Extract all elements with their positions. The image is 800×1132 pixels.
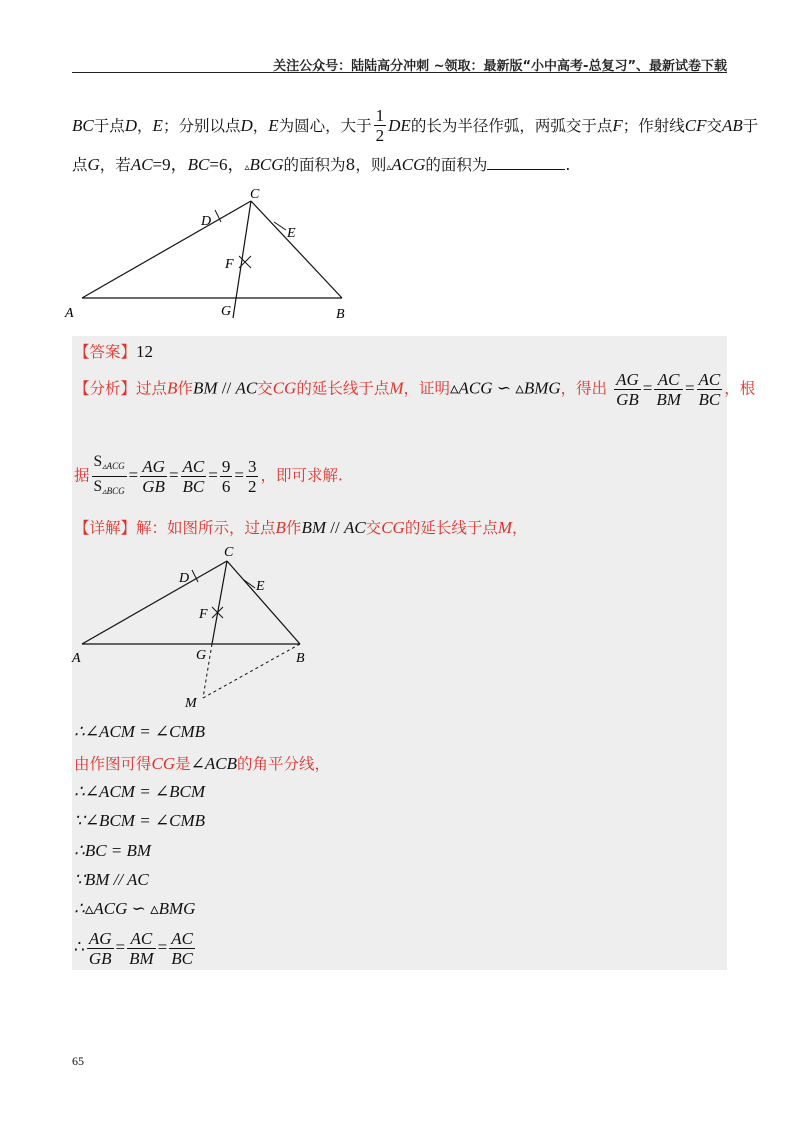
a-text: ▵ACG — [450, 378, 493, 398]
step-text: 的角平分线， — [237, 755, 331, 773]
a-text: = — [168, 465, 179, 485]
q-text: F — [612, 116, 623, 135]
a-text: 的延长线于点 — [296, 379, 390, 398]
a-text: = — [684, 378, 695, 398]
a-text: CG — [272, 378, 297, 398]
fraction-ac-bm: $\frac{AC}{BM}$ — [129, 929, 154, 968]
label-C: C — [250, 187, 260, 202]
d-text: // — [325, 518, 344, 537]
analysis-line-2 — [74, 452, 343, 501]
a-text: 交 — [257, 379, 273, 398]
answer-blank — [487, 155, 565, 170]
step-text: ∴▵ACG ∽ ▵BMG — [74, 899, 196, 918]
a-text: ∽ — [492, 378, 516, 398]
answer-tag: 【答案】 — [74, 343, 137, 361]
header-rule — [72, 72, 727, 73]
d-text: ， — [512, 519, 528, 537]
step-text: ∠ACB — [190, 754, 238, 773]
d-text: 解：如图所示，过点 — [136, 519, 276, 537]
label-A: A — [65, 306, 74, 321]
q-text: . — [565, 156, 571, 174]
a-text: ，即可求解. — [260, 466, 343, 485]
a-text: AC — [235, 378, 258, 398]
step-6 — [74, 870, 149, 890]
a-text: = — [234, 465, 244, 485]
step-3 — [74, 782, 205, 802]
a-text: = — [642, 378, 653, 398]
step-2 — [74, 752, 330, 774]
fraction-ag-gb: $\frac{AG}{GB}$ — [616, 370, 639, 409]
q-text: =6， — [209, 155, 245, 174]
a-text: ，得出 — [560, 379, 608, 398]
half-fraction: $\frac{1}{2}$ — [375, 106, 385, 145]
label-D: D — [179, 571, 190, 586]
q-text: AB — [722, 116, 743, 135]
q-text: ， — [252, 117, 269, 135]
step-text: CG — [151, 754, 176, 773]
d-text: M — [497, 518, 512, 537]
fraction-ag-gb: $\frac{AG}{GB}$ — [142, 457, 165, 496]
fraction-ac-bm: $\frac{AC}{BM}$ — [656, 370, 681, 409]
label-E: E — [256, 579, 265, 594]
label-G: G — [221, 304, 232, 319]
d-text: BM — [301, 518, 326, 537]
label-M: M — [185, 696, 197, 711]
q-text: ▵ — [386, 162, 392, 173]
q-text: D — [124, 116, 138, 135]
d-text: 作 — [285, 519, 302, 537]
q-text: DE — [388, 116, 411, 135]
a-text: 据 — [74, 466, 90, 485]
d-text: AC — [343, 518, 366, 537]
a-text: 作 — [177, 379, 193, 398]
question-line-2 — [72, 150, 570, 175]
step-5 — [74, 841, 151, 861]
d-text: CG — [381, 518, 405, 537]
label-B: B — [336, 307, 345, 322]
step-text: ∴∠ACM = ∠CMB — [74, 722, 206, 741]
page-number: 65 — [72, 1054, 84, 1068]
step-1 — [74, 722, 205, 742]
triangle-figure-2 — [60, 540, 320, 715]
q-text: 的面积为8，则 — [283, 156, 387, 174]
detail-line — [74, 516, 528, 538]
step-text: = — [157, 937, 168, 957]
q-text: 于 — [742, 117, 759, 135]
fraction-ac-bc: $\frac{AC}{BC}$ — [171, 929, 193, 968]
q-text: E — [268, 116, 279, 135]
q-text: E — [152, 116, 163, 135]
step-7 — [74, 899, 195, 919]
a-text: BM — [192, 378, 218, 398]
q-text: ， — [137, 117, 153, 135]
a-text: ，证明 — [403, 379, 451, 398]
a-text: ▵BMG — [515, 378, 561, 398]
fraction-9-6: $\frac{9}{6}$ — [221, 457, 231, 496]
a-text: = — [208, 465, 218, 485]
step-text: ∴ — [74, 937, 85, 957]
step-text: 由作图可得 — [74, 755, 152, 773]
q-text: 于点 — [93, 117, 125, 135]
label-F: F — [199, 607, 208, 622]
step-text: ∵BM // AC — [74, 870, 149, 889]
label-E: E — [287, 226, 296, 241]
step-text: ∴∠ACM = ∠BCM — [74, 782, 206, 801]
q-text: AC — [130, 155, 153, 174]
a-text: B — [167, 378, 178, 398]
step-text: = — [115, 937, 126, 957]
a-text: 过点 — [136, 379, 168, 398]
q-text: BC — [72, 116, 94, 135]
q-text: ，若 — [99, 156, 131, 174]
step-8 — [74, 929, 197, 968]
step-4 — [74, 811, 205, 831]
label-F: F — [225, 257, 234, 272]
q-text: 的面积为 — [425, 156, 488, 174]
q-text: ▵ — [244, 162, 250, 173]
q-text: 交 — [706, 117, 722, 135]
q-text: BC — [187, 155, 210, 174]
triangle-figure-1 — [60, 180, 360, 330]
question-line-1 — [72, 106, 758, 145]
answer-value: 12 — [136, 342, 154, 361]
label-C: C — [224, 545, 234, 560]
label-A: A — [72, 651, 81, 666]
q-text: 点 — [72, 156, 88, 174]
label-D: D — [201, 214, 212, 229]
q-text: BCG — [249, 155, 284, 174]
q-text: ；分别以点 — [162, 117, 241, 135]
q-text: G — [87, 155, 100, 174]
a-text: ，根 — [724, 379, 756, 398]
analysis-tag: 【分析】 — [74, 379, 137, 398]
label-B: B — [296, 651, 305, 666]
fraction-ac-bc: $\frac{AC}{BC}$ — [182, 457, 205, 496]
q-text: D — [240, 116, 253, 135]
fraction-ag-gb: $\frac{AG}{GB}$ — [88, 929, 112, 968]
area-ratio-fraction: $\frac{S_{▵ACG}}{S_{▵BCG}}$ — [93, 453, 125, 496]
step-text: ∴BC = BM — [74, 841, 152, 860]
q-text: ACG — [391, 155, 426, 174]
d-text: B — [275, 518, 286, 537]
step-text: 是 — [175, 755, 191, 773]
q-text: CF — [684, 116, 707, 135]
detail-tag: 【详解】 — [74, 519, 137, 537]
d-text: 的延长线于点 — [404, 519, 498, 537]
fraction-ac-bc: $\frac{AC}{BC}$ — [698, 370, 721, 409]
page-header: 关注公众号：陆陆高分冲刺 ~领取：最新版“小中高考-总复习”、最新试卷下载 — [273, 59, 727, 74]
a-text: M — [389, 378, 404, 398]
label-G: G — [196, 648, 207, 663]
a-text: = — [128, 465, 139, 485]
q-text: =9， — [152, 155, 188, 174]
q-text: 的长为半径作弧，两弧交于点 — [410, 117, 613, 135]
a-text: // — [217, 378, 236, 398]
answer-line — [74, 340, 153, 362]
analysis-line-1 — [74, 370, 755, 409]
q-text: ；作射线 — [622, 117, 685, 135]
fraction-3-2: $\frac{3}{2}$ — [247, 457, 257, 496]
q-text: 为圆心，大于 — [278, 117, 372, 135]
d-text: 交 — [365, 519, 382, 537]
step-text: ∵∠BCM = ∠CMB — [74, 811, 206, 830]
